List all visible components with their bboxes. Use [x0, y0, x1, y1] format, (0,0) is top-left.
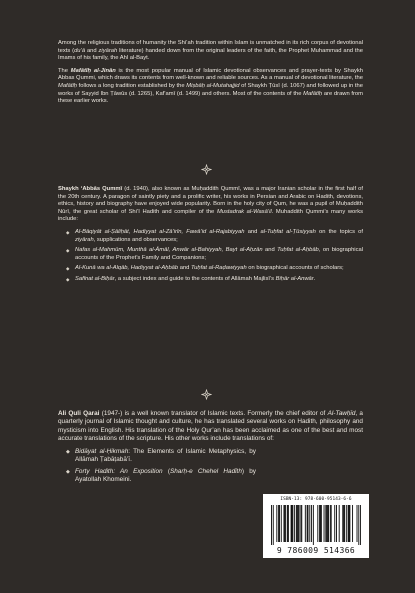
list-item: ◆ Al-Kunā wa al-Alqāb, Hadiyyat al-Aḥbāb and Tuḥfat al-Raḍawiyyah on biographical accounts of scholars; — [66, 265, 363, 273]
barcode-bar — [346, 505, 347, 542]
barcode-bar — [298, 505, 299, 542]
barcode-bar — [349, 505, 350, 542]
barcode-bar — [279, 505, 280, 542]
barcode-bar — [317, 505, 318, 542]
list-item: ◆ Safīnat al-Biḥār, a subject index and guide to the contents of Allāmah Majlisī’s Biḥār al-Anwār. — [66, 276, 363, 284]
barcode-bar — [287, 505, 288, 542]
flourish-ornament-icon — [201, 389, 212, 400]
barcode-bar — [349, 505, 350, 542]
isbn-label: ISBN-13: 978-600-95143-6-6 — [280, 497, 352, 502]
barcode-bar — [327, 505, 328, 542]
barcode-bar — [281, 505, 282, 542]
list-item: ◆ Forty Hadith: An Exposition (Sharḥ-e Chehel Hadīth) by Ayatollah Khomeini. — [66, 468, 256, 485]
list-item: ◆ Bidāyat al-Ḥikmah: The Elements of Islamic Metaphysics, by Allāmah Ṭabāṭabā’ī. — [66, 448, 256, 465]
barcode-bar — [328, 505, 329, 542]
barcode-bar — [352, 505, 353, 542]
barcode-bar — [343, 505, 344, 542]
barcode-bar — [311, 505, 312, 542]
barcode-bar — [296, 505, 297, 542]
barcode-bar — [334, 505, 335, 542]
translator-paragraph: Ali Quli Qarai (1947-) is a well known translator of Islamic texts. Formerly the chief editor of Al-Tawḥīd, a quarterly journal of Islamic thought and culture, he has translated several works on Hadith, philosophy and mysticism into English. His translation of the Holy Qur’an has been acclaimed as one of the best and most accurate translations of the scripture. His other works include translations of: — [58, 410, 363, 442]
barcode-bar — [297, 505, 298, 542]
barcode-bar — [288, 505, 289, 542]
author-paragraph: Shaykh ‘Abbās Qummī (d. 1940), also known as Muḥaddith Qummī, was a major Iranian scholar in the first half of the 20th century. A paragon of saintly piety and a prolific writer, his works in Persian and Arabic on Hadith, devotions, ethics, history and biography have enjoyed wide popularity. Born in the holy city of Qum, he was a pupil of Muḥaddith Nūrī, the great scholar of Shi‘ī Hadith and compiler of the Mustadrak al-Wasā’il. Muhaddith Qummi’s many works include: — [58, 186, 364, 223]
barcode-bar — [336, 505, 337, 542]
barcode-bar — [309, 505, 310, 542]
barcode-bar — [292, 505, 293, 542]
author-works-list — [66, 229, 363, 284]
flourish-ornament-icon — [201, 164, 212, 175]
barcode-bar — [321, 505, 322, 542]
translator-works-list — [66, 448, 256, 484]
barcode-bar — [291, 505, 292, 542]
barcode-bar — [320, 505, 321, 542]
barcode-bar — [283, 505, 284, 542]
barcode-bar — [358, 505, 359, 545]
intro-paragraph-2: The Mafātīḥ al-Jinān is the most popular manual of Islamic devotional observances and prayer-texts by Shaykh Abbas Qummi, which draws its contents from well-known and reliable sources. As a manual of devotional literature, the Mafātīḥ follows a long tradition established by the Miṣbāḥ al-Mutahajjid of Shaykh Ṭūsī (d. 1067) and followed up in the works of Sayyid Ibn Ṭāwūs (d. 1265), Kaf‘amī (d. 1499) and others. Most of the contents of the Mafātīḥ are drawn from these earlier works. — [58, 67, 363, 105]
barcode-bar — [326, 505, 327, 542]
barcode-bar — [339, 505, 340, 542]
barcode-bars — [271, 505, 361, 545]
barcode-bar — [342, 505, 343, 542]
barcode-bar — [344, 505, 345, 542]
author-section — [58, 186, 363, 287]
isbn-barcode — [263, 494, 369, 558]
barcode-bar — [307, 505, 308, 542]
barcode-bar — [301, 505, 302, 542]
barcode-bar — [331, 505, 332, 542]
barcode-bar — [278, 505, 279, 542]
barcode-bar — [284, 505, 285, 542]
barcode-bar — [360, 505, 361, 545]
barcode-bar — [276, 505, 277, 542]
isbn-number: 9 786009 514366 — [276, 546, 356, 555]
barcode-bar — [330, 505, 331, 542]
intro-paragraph-1: Among the religious traditions of humanity the Shi‘ah tradition within Islam is unmatched in its rich corpus of devotional texts (du‘ā and ziyārah literature) handed down from the original leaders of the faith, the Prophet Muhammad and the Imams of his family, the Ahl al-Bayt. — [58, 40, 363, 62]
barcode-bar — [285, 505, 286, 542]
list-item: ◆ Nafas al-Mahmūm, Munthā al-Āmāl, Anwār al-Bahiyyah, Bayt al-Aḥzān and Tuḥfat al-Aḥbāb, on biographical accounts of the Prophet’s Family and Companions; — [66, 247, 363, 262]
barcode-bar — [294, 505, 295, 542]
barcode-bar — [324, 505, 325, 542]
barcode-bar — [291, 505, 292, 542]
translator-section — [58, 410, 363, 487]
barcode-bar — [305, 505, 306, 542]
barcode-bar — [299, 505, 300, 542]
barcode-bar — [313, 505, 314, 545]
list-item: ◆ Al-Bāqiyāt al-Ṣāliḥāt, Hadiyyat al-Zā’irīn, Fawā’id al-Rajabiyyah and al-Tuḥfat al-Ṭūsiyyah on the topics of ziyārah, supplications and observances; — [66, 229, 363, 244]
barcode-bar — [300, 505, 301, 542]
barcode-bar — [348, 505, 349, 542]
barcode-bar — [357, 505, 358, 542]
barcode-bar — [319, 505, 320, 542]
barcode-bar — [273, 505, 274, 545]
intro-section — [58, 40, 363, 111]
barcode-bar — [271, 505, 272, 545]
barcode-bar — [325, 505, 326, 542]
barcode-bar — [308, 505, 309, 542]
